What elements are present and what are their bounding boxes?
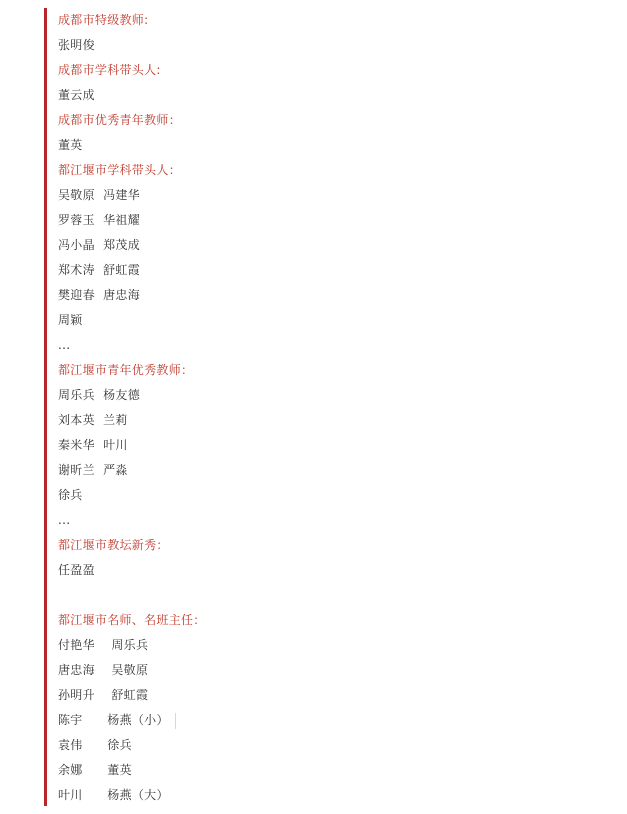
section-heading	[58, 533, 607, 558]
name-line	[58, 508, 607, 533]
name-line	[58, 83, 607, 108]
heading-text: 都江堰市教坛新秀：	[58, 538, 169, 552]
section-heading	[58, 608, 607, 633]
name-line	[58, 233, 607, 258]
line-text: 余娜 董英	[58, 763, 132, 777]
line-text: 陈宇 杨燕（小）	[58, 713, 169, 727]
section-heading	[58, 358, 607, 383]
line-text: 冯小晶 郑茂成	[58, 238, 141, 252]
line-text: 董云成	[58, 88, 95, 102]
name-line	[58, 283, 607, 308]
blank-line	[58, 583, 607, 608]
name-line	[58, 683, 607, 708]
name-line	[58, 708, 607, 733]
line-text: 付艳华 周乐兵	[58, 638, 149, 652]
line-text: 吴敬原 冯建华	[58, 188, 141, 202]
article-content	[58, 8, 607, 808]
heading-text: 成都市优秀青年教师：	[58, 113, 182, 127]
heading-text: 都江堰市青年优秀教师：	[58, 363, 194, 377]
line-text: 郑术涛 舒虹霞	[58, 263, 141, 277]
line-text: 孙明升 舒虹霞	[58, 688, 149, 702]
line-text: 周颖	[58, 313, 83, 327]
name-line	[58, 183, 607, 208]
section-heading	[58, 58, 607, 83]
name-line	[58, 133, 607, 158]
line-text: 谢昕兰 严淼	[58, 463, 128, 477]
line-text: 樊迎春 唐忠海	[58, 288, 141, 302]
name-line	[58, 483, 607, 508]
heading-text: 成都市特级教师:	[58, 13, 149, 27]
line-text: ...	[58, 338, 71, 352]
section-heading	[58, 8, 607, 33]
heading-text: 都江堰市学科带头人：	[58, 163, 182, 177]
section-heading	[58, 108, 607, 133]
name-line	[58, 558, 607, 583]
heading-text: 成都市学科带头人:	[58, 63, 161, 77]
line-text: 董英	[58, 138, 83, 152]
name-line	[58, 333, 607, 358]
name-line	[58, 658, 607, 683]
name-line	[58, 33, 607, 58]
line-text: 袁伟 徐兵	[58, 738, 132, 752]
name-line	[58, 208, 607, 233]
line-text: 周乐兵 杨友德	[58, 388, 141, 402]
name-line	[58, 308, 607, 333]
line-text: 秦米华 叶川	[58, 438, 128, 452]
accent-bar	[44, 8, 47, 806]
name-line	[58, 258, 607, 283]
name-line	[58, 633, 607, 658]
line-text: 唐忠海 吴敬原	[58, 663, 149, 677]
name-line	[58, 433, 607, 458]
heading-text: 都江堰市名师、名班主任：	[58, 613, 206, 627]
line-text: 张明俊	[58, 38, 95, 52]
name-line	[58, 458, 607, 483]
line-text: 刘本英 兰莉	[58, 413, 128, 427]
name-line	[58, 733, 607, 758]
text-cursor	[175, 713, 176, 729]
line-text: ...	[58, 513, 71, 527]
line-text: 徐兵	[58, 488, 83, 502]
name-line	[58, 758, 607, 783]
line-text: 罗蓉玉 华祖耀	[58, 213, 141, 227]
name-line	[58, 383, 607, 408]
name-line	[58, 783, 607, 808]
line-text: 任盈盈	[58, 563, 95, 577]
section-heading	[58, 158, 607, 183]
name-line	[58, 408, 607, 433]
line-text: 叶川 杨燕（大）	[58, 788, 169, 802]
